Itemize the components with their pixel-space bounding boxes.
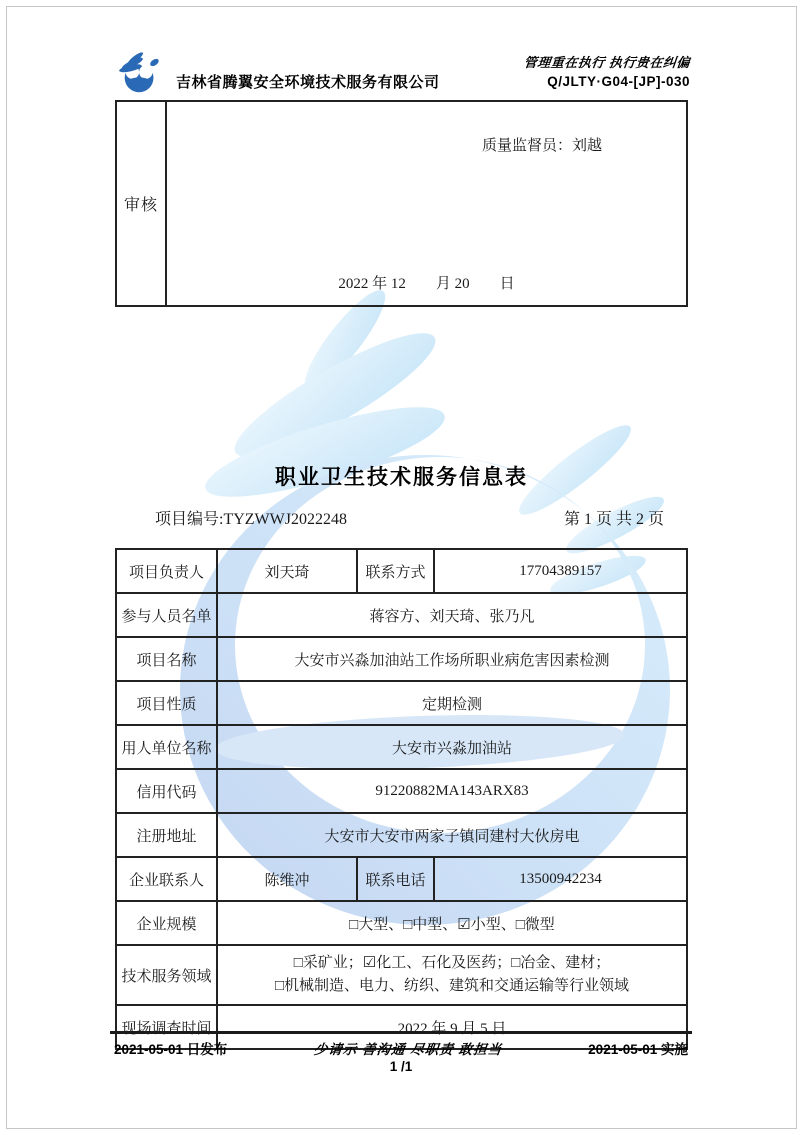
row-value: 17704389157 (519, 562, 602, 579)
footer (110, 1031, 692, 1074)
footer-row (110, 1034, 692, 1058)
footer-implement-date: 2021-05-01 实施 (588, 1042, 688, 1057)
row-value-line: □采矿业；☑化工、石化及医药；□冶金、建材； (293, 954, 611, 971)
review-table (115, 100, 688, 307)
table-row (117, 726, 686, 770)
row-label: 信用代码 (117, 770, 218, 812)
row-value: 刘天琦 (218, 550, 358, 592)
row-value: 大安市兴淼加油站 (391, 740, 512, 757)
row-value: 13500942234 (519, 870, 602, 887)
table-row (117, 550, 686, 594)
quality-inspector-line: 质量监督员：刘越 (482, 138, 603, 154)
footer-release-date: 2021-05-01 日发布 (114, 1042, 228, 1057)
row-label: 联系电话 (358, 858, 435, 900)
info-table (115, 548, 688, 1050)
table-row (117, 638, 686, 682)
table-row (117, 814, 686, 858)
table-row (117, 858, 686, 902)
table-row (117, 770, 686, 814)
header-slogan: 管理重在执行 执行贵在纠偏 (522, 55, 691, 70)
row-value: 大安市大安市两家子镇同建村大伙房电 (324, 828, 580, 845)
header (112, 50, 690, 98)
header-right (524, 50, 690, 89)
row-value: 定期检测 (421, 696, 482, 713)
row-value-line: □机械制造、电力、纺织、建筑和交通运输等行业领域 (274, 978, 630, 994)
table-row (117, 902, 686, 946)
review-label: 审核 (117, 102, 167, 305)
footer-motto: 少请示 善沟通 尽职责 敢担当 (312, 1042, 503, 1057)
row-label: 项目名称 (117, 638, 218, 680)
row-value: 2022 年 9 月 5 日 (397, 1020, 507, 1037)
project-number: 项目编号:TYZWWJ2022248 (155, 511, 347, 528)
company-name: 吉林省腾翼安全环境技术服务有限公司 (176, 74, 440, 91)
page-number: 1 /1 (389, 1059, 413, 1074)
row-value: 陈维冲 (218, 858, 358, 900)
row-value (218, 946, 686, 1004)
row-value: □大型、□中型、☑小型、□微型 (349, 916, 555, 933)
row-label: 现场调查时间 (117, 1006, 218, 1048)
row-label: 联系方式 (358, 550, 435, 592)
row-value: 大安市兴淼加油站工作场所职业病危害因素检测 (294, 652, 610, 669)
row-value: 蒋容方、刘天琦、张乃凡 (369, 608, 535, 625)
form-title: 职业卫生技术服务信息表 (275, 466, 528, 489)
table-row (117, 946, 686, 1006)
header-left (112, 50, 440, 98)
table-row (117, 682, 686, 726)
row-label: 参与人员名单 (117, 594, 218, 636)
row-label: 注册地址 (117, 814, 218, 856)
row-label: 项目性质 (117, 682, 218, 724)
row-label: 企业规模 (117, 902, 218, 944)
row-label: 项目负责人 (117, 550, 218, 592)
row-label: 用人单位名称 (117, 726, 218, 768)
doc-code: Q/JLTY·G04-[JP]-030 (547, 74, 690, 89)
row-value: 91220882MA143ARX83 (375, 782, 529, 799)
row-label: 企业联系人 (117, 858, 218, 900)
page-indicator: 第 1 页 共 2 页 (563, 511, 664, 528)
review-body (167, 102, 686, 305)
table-row (117, 594, 686, 638)
company-logo-icon (112, 50, 170, 98)
row-label: 技术服务领域 (117, 946, 218, 1004)
meta-line (115, 506, 688, 529)
review-date-line: 2022 年 12 月 20 日 (338, 276, 515, 292)
